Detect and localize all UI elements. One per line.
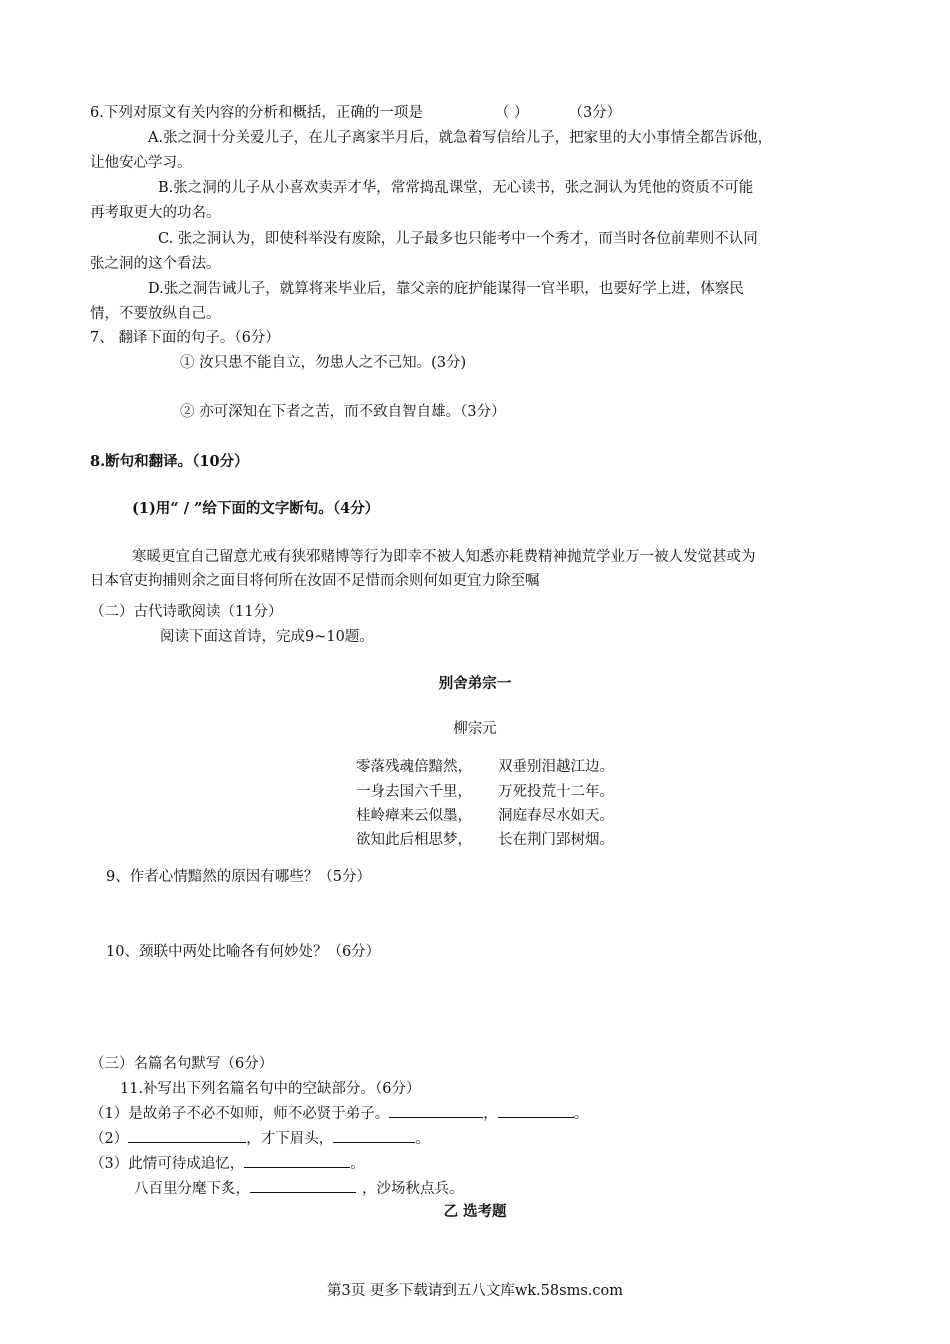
fill-blank[interactable] xyxy=(333,1128,415,1143)
page-footer: 第3页 更多下载请到五八文库wk.58sms.com xyxy=(327,1283,623,1299)
poem-line-2-a: 一身去国六千里， xyxy=(356,784,472,800)
q8-passage-line2: 日本官吏拘捕则余之面目将何所在汝固不足惜而余则何如更宜力除至嘱 xyxy=(90,573,540,589)
poem-line-1-b: 双垂别泪越江边。 xyxy=(498,759,614,775)
q7-sentence-1: ① 汝只患不能自立，勿患人之不己知。(3分) xyxy=(180,355,467,371)
fill-blank[interactable] xyxy=(244,1153,350,1168)
fill-blank[interactable] xyxy=(498,1103,574,1118)
q6-option-c-line2: 张之洞的这个看法。 xyxy=(90,256,221,272)
poem-line-4-b: 长在荆门郢树烟。 xyxy=(498,832,614,848)
q6-option-b-line1: B.张之洞的儿子从小喜欢卖弄才华，常常捣乱课堂，无心读书，张之洞认为凭他的资质不可能 xyxy=(158,180,754,196)
q11-item-4: 八百里分麾下炙， ，沙场秋点兵。 xyxy=(134,1178,464,1200)
poem-title: 别舍弟宗一 xyxy=(438,675,512,692)
q7-stem: 7、 翻译下面的句子。（6分） xyxy=(90,330,280,346)
poem-line-3-a: 桂岭瘴来云似墨， xyxy=(356,808,472,824)
fill-blank[interactable] xyxy=(389,1103,483,1118)
q8-subquestion-1: (1)用“ / ”给下面的文字断句。（4分） xyxy=(132,500,380,517)
q6-option-d-line2: 情，不要放纵自己。 xyxy=(90,306,221,322)
q11-item-1: （1）是故弟子不必不如师，师不必贤于弟子。 ， 。 xyxy=(90,1103,588,1125)
q6-option-a-line2: 让他安心学习。 xyxy=(90,155,192,171)
q6-stem-line xyxy=(90,102,621,124)
section-2-title: （二）古代诗歌阅读（11分） xyxy=(90,604,283,620)
q6-stem: 6.下列对原文有关内容的分析和概括，正确的一项是 xyxy=(90,105,423,121)
q8-passage-line1: 寒暖更宜自己留意尤戒有狭邪赌博等行为即幸不被人知悉亦耗费精神抛荒学业万一被人发觉甚或为 xyxy=(132,549,756,565)
fill-blank[interactable] xyxy=(128,1128,246,1143)
poem-line-1 xyxy=(356,756,614,778)
q8-stem: 8.断句和翻译。（10分） xyxy=(90,453,249,470)
q11-item-3: （3）此情可待成追忆， 。 xyxy=(90,1153,365,1175)
poem-author: 柳宗元 xyxy=(453,721,497,737)
q7-sentence-2: ② 亦可深知在下者之苦，而不致自智自雄。（3分） xyxy=(180,404,506,420)
poem-line-4 xyxy=(356,829,614,851)
poem-line-2 xyxy=(356,781,614,803)
elective-section-title: 乙 选考题 xyxy=(443,1203,507,1220)
q6-option-b-line2: 再考取更大的功名。 xyxy=(90,205,221,221)
q10-stem: 10、颈联中两处比喻各有何妙处？（6分） xyxy=(106,944,381,960)
section-3-title: （三）名篇名句默写（6分） xyxy=(90,1056,274,1072)
fill-blank[interactable] xyxy=(250,1178,356,1193)
q6-option-c-line1: C. 张之洞认为，即使科举没有废除，儿子最多也只能考中一个秀才，而当时各位前辈则不认同 xyxy=(158,231,758,247)
q6-option-d-line1: D.张之洞告诫儿子，就算将来毕业后，靠父亲的庇护能谋得一官半职，也要好学上进，体察民 xyxy=(148,281,744,297)
q11-stem: 11.补写出下列名篇名句中的空缺部分。（6分） xyxy=(120,1081,421,1097)
poem-line-3-b: 洞庭春尽水如天。 xyxy=(498,808,614,824)
q9-stem: 9、作者心情黯然的原因有哪些？（5分） xyxy=(106,869,371,885)
poem-line-3 xyxy=(356,805,614,827)
q6-answer-paren: （ ） xyxy=(494,105,529,121)
q6-score: （3分） xyxy=(568,105,622,121)
poem-line-2-b: 万死投荒十二年。 xyxy=(498,784,614,800)
q11-item-2: （2） ，才下眉头， 。 xyxy=(90,1128,430,1150)
poem-line-1-a: 零落残魂倍黯然， xyxy=(356,759,472,775)
section-2-intro: 阅读下面这首诗，完成9~10题。 xyxy=(160,629,374,645)
poem-line-4-a: 欲知此后相思梦， xyxy=(356,832,472,848)
q6-option-a-line1: A.张之洞十分关爱儿子，在儿子离家半月后，就急着写信给儿子，把家里的大小事情全都告诉他， xyxy=(148,130,773,146)
